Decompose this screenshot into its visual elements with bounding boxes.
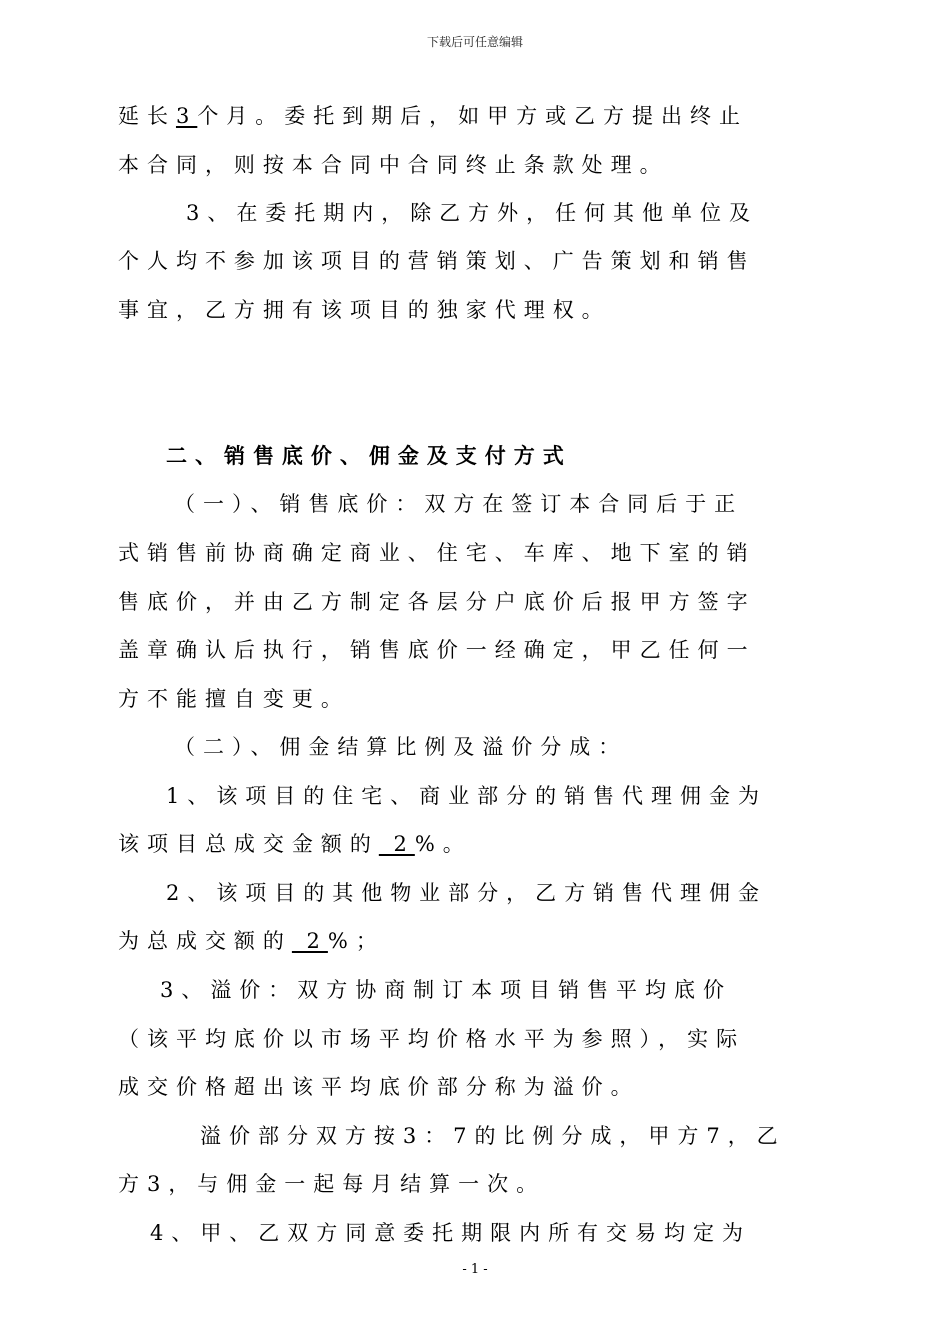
text-run: %。: [414, 832, 472, 856]
paragraph-line: 成交价格超出该平均底价部分称为溢价。: [118, 1075, 640, 1099]
underlined-value: 2: [378, 832, 415, 856]
paragraph-line: 3、溢价：双方协商制订本项目销售平均底价: [160, 978, 732, 1002]
underlined-value: 2: [291, 929, 328, 953]
paragraph-line: 4、甲、乙双方同意委托期限内所有交易均定为: [150, 1221, 751, 1245]
paragraph-line: 3、在委托期内，除乙方外，任何其他单位及: [186, 201, 758, 225]
paragraph-line: 盖章确认后执行，销售底价一经确定，甲乙任何一: [118, 638, 756, 662]
paragraph-line: [118, 929, 822, 953]
underlined-value: 3: [175, 104, 198, 128]
paragraph-line: 本合同，则按本合同中合同终止条款处理。: [118, 153, 669, 177]
paragraph-line: （该平均底价以市场平均价格水平为参照），实际: [118, 1027, 746, 1051]
paragraph-line: 2、该项目的其他物业部分，乙方销售代理佣金: [166, 881, 767, 905]
page-header: 下载后可任意编辑: [426, 35, 523, 49]
paragraph-line: 个人均不参加该项目的营销策划、广告策划和销售: [118, 249, 756, 273]
paragraph-line: 售底价，并由乙方制定各层分户底价后报甲方签字: [118, 590, 756, 614]
paragraph-line: 方3，与佣金一起每月结算一次。: [118, 1172, 546, 1196]
text-run: 该项目总成交金额的: [118, 832, 379, 856]
section-heading: 二、销售底价、佣金及支付方式: [166, 444, 572, 468]
paragraph-line: （二）、佣金结算比例及溢价分成：: [174, 735, 628, 759]
paragraph-line: 溢价部分双方按3：7的比例分成，甲方7，乙: [200, 1124, 786, 1148]
paragraph-line: （一）、销售底价：双方在签订本合同后于正: [174, 492, 744, 516]
paragraph-line: 方不能擅自变更。: [118, 687, 350, 711]
page-number: - 1 -: [462, 1262, 488, 1277]
paragraph-line: [118, 104, 822, 128]
paragraph-line: 式销售前协商确定商业、住宅、车库、地下室的销: [118, 541, 756, 565]
paragraph-line: 1、该项目的住宅、商业部分的销售代理佣金为: [166, 784, 767, 808]
text-run: %；: [327, 929, 385, 953]
text-run: 延长3个月。委托到期后，如甲方或乙方提出终止: [118, 104, 748, 128]
paragraph-line: [118, 832, 822, 856]
paragraph-line: 事宜，乙方拥有该项目的独家代理权。: [118, 298, 611, 322]
text-run: 为总成交额的: [118, 929, 292, 953]
